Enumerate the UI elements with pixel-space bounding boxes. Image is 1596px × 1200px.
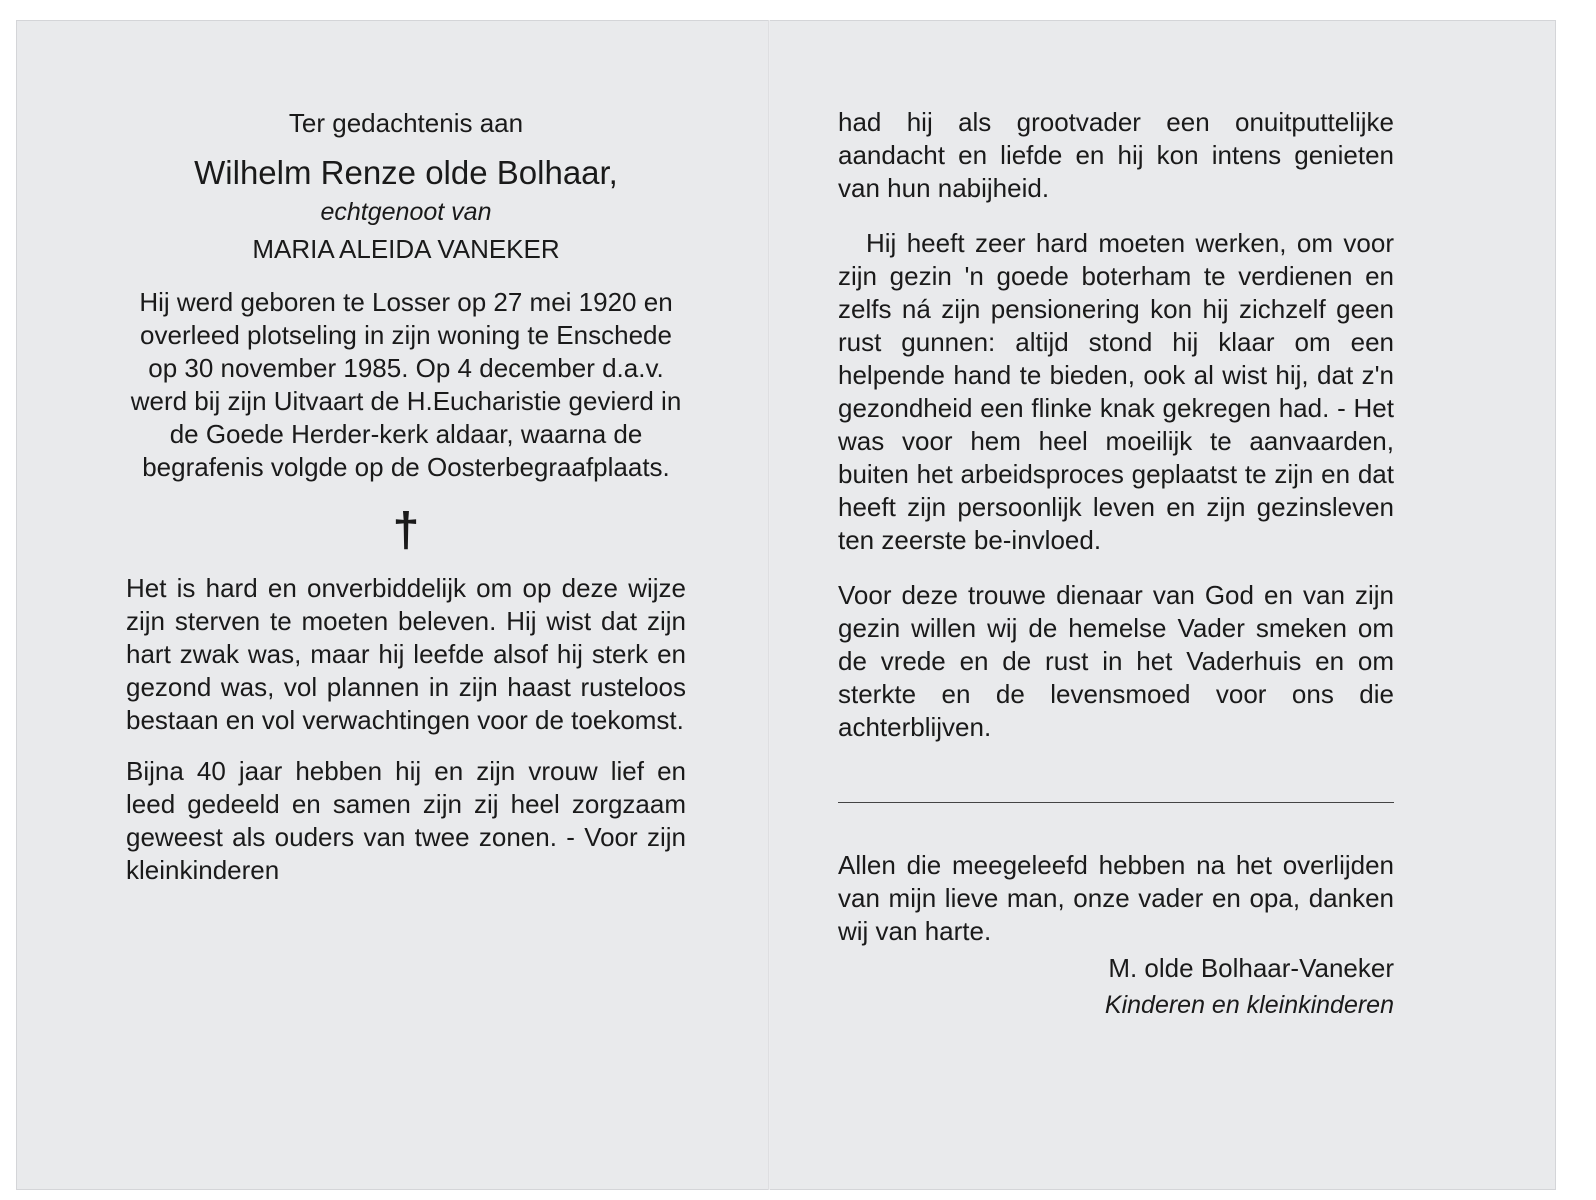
thanks-paragraph: Allen die meegeleefd hebben na het overlijden van mijn lieve man, onze vader en opa, danken wij van harte. <box>838 850 1394 946</box>
tribute-paragraph-1: Het is hard en onverbiddelijk om op deze wijze zijn sterven te moeten beleven. Hij wist dat zijn hart zwak was, maar hij leefde alsof hij sterk en gezond was, vol plannen in zijn haast rusteloos bestaan en vol verwachtingen voor de toekomst. <box>126 573 686 735</box>
tribute-paragraph-2: Bijna 40 jaar hebben hij en zijn vrouw lief en leed gedeeld en samen zijn zij heel zorgzaam geweest als ouders van twee zonen. - Voor zijn kleinkinderen <box>126 756 686 885</box>
tribute-paragraph-4: Hij heeft zeer hard moeten werken, om voor zijn gezin 'n goede boterham te verdienen en zelfs ná zijn pensionering kon hij zichzelf geen rust gunnen: altijd stond hij klaar om een helpende hand te bieden, ook al wist hij, dat z'n gezondheid een flinke knak gekregen had. - Het was voor hem heel moeilijk te aanvaarden, buiten het arbeidsproces geplaatst te zijn en dat heeft zijn persoonlijk leven en zijn gezinsleven ten zeerste be-invloed. <box>838 228 1394 555</box>
left-panel <box>126 20 686 1190</box>
biography-text: Hij werd geboren te Losser op 27 mei 1920 en overleed plotseling in zijn woning te Enschede op 30 november 1985. Op 4 december d.a.v. werd bij zijn Uitvaart de H.Eucharistie gevierd in de Goede Herder-kerk aldaar, waarna de begrafenis volgde op de Oosterbegraafplaats. <box>130 287 682 482</box>
signature: M. olde Bolhaar-Vaneker <box>1108 953 1394 983</box>
tribute-paragraph-3: had hij als grootvader een onuitputtelijke aandacht en liefde en hij kon intens genieten van hun nabijheid. <box>838 107 1394 203</box>
right-panel <box>838 20 1394 1190</box>
memorial-card <box>16 20 1556 1190</box>
memorial-heading: Ter gedachtenis aan <box>288 108 524 138</box>
spouse-name: MARIA ALEIDA VANEKER <box>252 234 560 264</box>
prayer-paragraph: Voor deze trouwe dienaar van God en van zijn gezin willen wij de hemelse Vader smeken om de vrede en de rust in het Vaderhuis en om sterkte en de levensmoed voor ons die achterblijven. <box>838 580 1394 742</box>
family-signature: Kinderen en kleinkinderen <box>1104 991 1394 1019</box>
card-fold <box>768 20 770 1190</box>
cross-icon: † <box>392 504 420 557</box>
spouse-label: echtgenoot van <box>320 198 492 226</box>
deceased-name: Wilhelm Renze olde Bolhaar, <box>194 154 618 191</box>
divider-line <box>838 802 1394 803</box>
